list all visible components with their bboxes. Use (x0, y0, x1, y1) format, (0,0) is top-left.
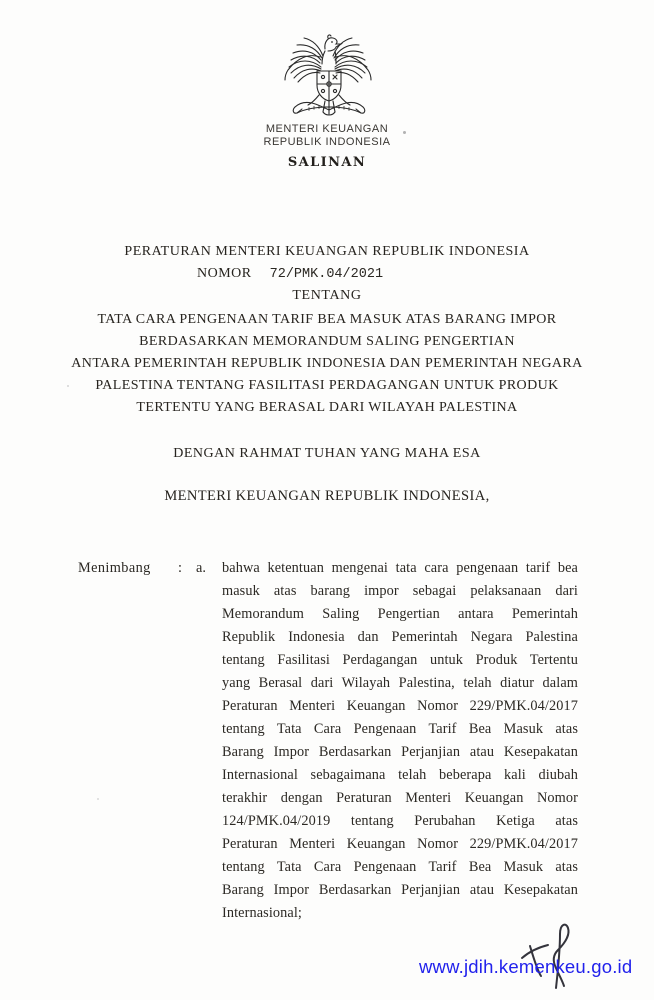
invocation-line: DENGAN RAHMAT TUHAN YANG MAHA ESA (173, 446, 481, 461)
item-marker-a: a. (196, 560, 206, 576)
regulation-title-line: PERATURAN MENTERI KEUANGAN REPUBLIK INDONESIA (124, 244, 530, 259)
scan-speck (403, 131, 406, 134)
menimbang-label: Menimbang (78, 560, 151, 576)
consideration-paragraph: bahwa ketentuan mengenai tata cara pengenaan tarif bea masuk atas barang impor sebagai pelaksanaan dari Memorandum Saling Pengertian antara Pemerintah Republik Indonesia dan Pemerintah Negara Palestina tentang Fasilitasi Perdagangan untuk Produk Tertentu yang Berasal dari Wilayah Palestina, telah diatur dalam Peraturan Menteri Keuangan Nomor 229/PMK.04/2017 tentang Tata Cara Pengenaan Tarif Bea Masuk atas Barang Impor Berdasarkan Perjanjian atau Kesepakatan Internasional sebagaimana telah beberapa kali diubah terakhir dengan Peraturan Menteri Keuangan Nomor 124/PMK.04/2019 tentang Perubahan Ketiga atas Peraturan Menteri Keuangan Nomor 229/PMK.04/2017 tentang Tata Cara Pengenaan Tarif Bea Masuk atas Barang Impor Berdasarkan Perjanjian atau Kesepakatan Internasional; (222, 560, 578, 921)
scan-speck (97, 798, 99, 800)
regulation-subject: TATA CARA PENGENAAN TARIF BEA MASUK ATAS BARANG IMPOR BERDASARKAN MEMORANDUM SALING PENGERTIAN ANTARA PEMERINTAH REPUBLIK INDONESIA DAN PEMERINTAH NEGARA PALESTINA TENTANG FASILITASI PERDAGANGAN UNTUK PRODUK TERTENTU YANG BERASAL DARI WILAYAH PALESTINA (71, 312, 583, 415)
copy-stamp-label: SALINAN (287, 155, 367, 170)
handwritten-paraph-icon (520, 916, 578, 994)
garuda-pancasila-emblem-icon (283, 32, 373, 120)
authority-line: MENTERI KEUANGAN REPUBLIK INDONESIA, (164, 488, 490, 504)
nomor-label: NOMOR (197, 266, 252, 281)
colon-separator: : (178, 560, 182, 576)
regulation-number-line (0, 266, 654, 282)
tentang-label: TENTANG (292, 288, 362, 303)
ministry-line2: REPUBLIK INDONESIA (263, 136, 391, 148)
nomor-value: 72/PMK.04/2021 (269, 267, 384, 282)
considering-section (0, 557, 654, 925)
ministry-name (0, 123, 654, 149)
watermark-url: www.jdih.kemenkeu.go.id (419, 956, 633, 977)
scan-speck (67, 385, 69, 387)
ministry-line1: MENTERI KEUANGAN (265, 123, 389, 135)
